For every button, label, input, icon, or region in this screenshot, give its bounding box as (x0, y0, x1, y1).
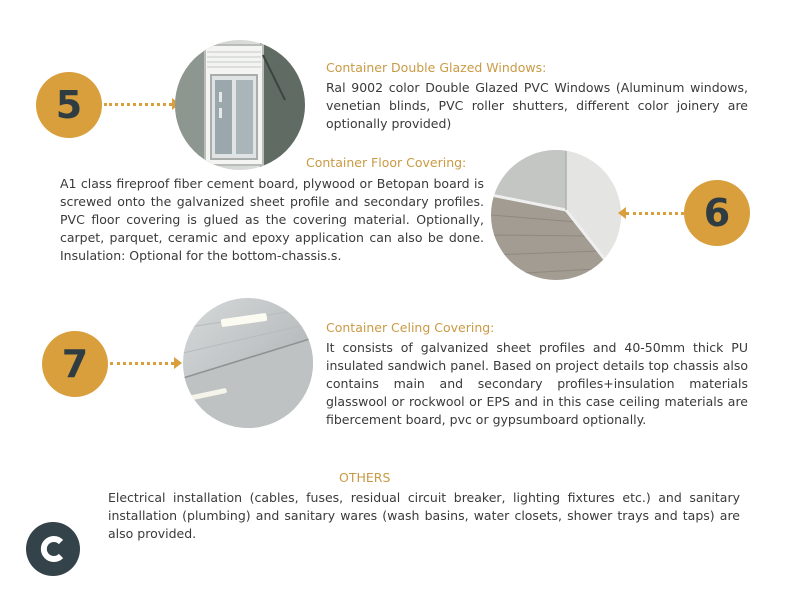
others-description: Electrical installation (cables, fuses, residual circuit breaker, lighting fixtures etc.) and sanitary installation (plumbing) and sanitary wares (wash basins, water closets, shower trays and taps) are also provided. (108, 490, 740, 541)
arrow-head-icon (618, 207, 626, 219)
arrow-head-icon (174, 357, 182, 369)
section-number-badge-5 (36, 72, 102, 138)
windows-description: Ral 9002 color Double Glazed PVC Windows (Aluminum windows, venetian blinds, PVC roller shutters, different color joinery are optionally provided) (326, 80, 748, 131)
section-number-badge-6 (684, 180, 750, 246)
c-logo-icon (26, 522, 80, 576)
floor-description: A1 class fireproof fiber cement board, plywood or Betopan board is screwed onto the galvanized sheet profile and secondary profiles. PVC floor covering is glued as the covering material. Optionally, carpet, parquet, ceramic and epoxy application can also be done. Insulation: Optional for the bottom-chassis.s. (60, 176, 484, 263)
ceiling-description: It consists of galvanized sheet profiles and 40-50mm thick PU insulated sandwich panel. Based on project details top chassis also contains main and secondary profiles+insulation materials glasswool or rockwool or EPS and in this case ceiling materials are fibercement board, pvc or gypsumboard optionally. (326, 340, 748, 427)
dotted-arrow-icon (626, 212, 684, 215)
floor-photo (491, 150, 621, 280)
floor-heading: Container Floor Covering: (306, 155, 467, 170)
window-photo (175, 40, 305, 170)
dotted-arrow-icon (104, 103, 172, 106)
ceiling-heading: Container Celing Covering: (326, 320, 495, 335)
section-number-badge-7 (42, 331, 108, 397)
windows-heading: Container Double Glazed Windows: (326, 60, 547, 75)
others-heading: OTHERS (339, 470, 391, 485)
dotted-arrow-icon (110, 362, 174, 365)
section-number: 6 (703, 191, 731, 235)
section-number: 5 (55, 83, 83, 127)
ceiling-photo (183, 298, 313, 428)
section-number: 7 (61, 342, 89, 386)
